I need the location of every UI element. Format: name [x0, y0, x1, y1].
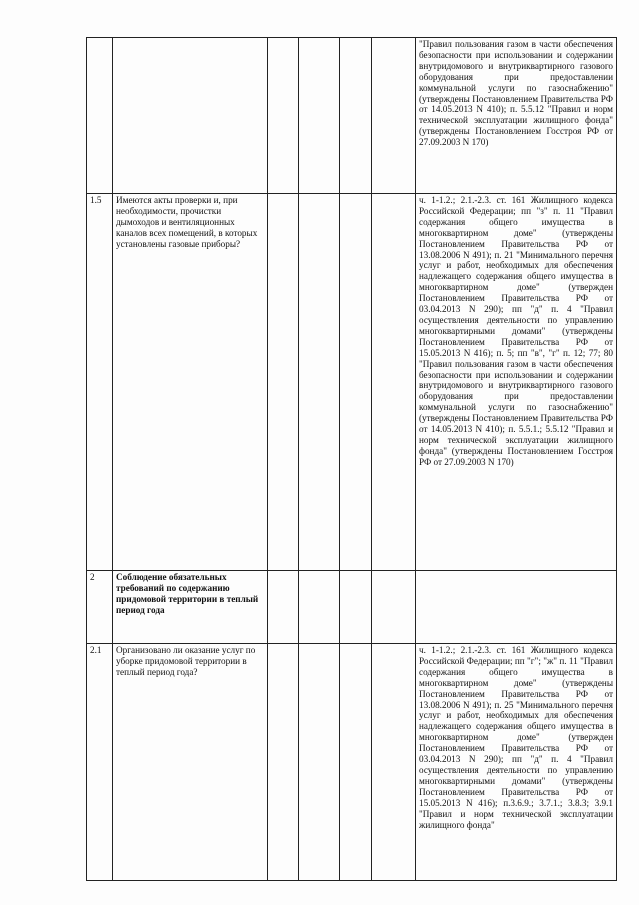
answer-yes-cell — [268, 194, 299, 571]
answer-no-cell — [299, 38, 340, 194]
legal-reference-cell: "Правил пользования газом в части обеспечения безопасности при использовании и содержании внутридомового и внутриквартирного газового оборудования при предоставлении коммунальной услуги по газоснабжению" (утверждены Постановлением Правительства РФ от 14.05.2013 N 410); п. 5.5.12 "Правил и норм технической эксплуатации жилищного фонда" (утверждены Постановлением Госстроя РФ от 27.09.2003 N 170) — [416, 38, 617, 194]
table-row — [87, 571, 617, 644]
question-cell: Организовано ли оказание услуг по уборке придомовой территории в теплый период года? — [113, 644, 268, 881]
table-row — [87, 194, 617, 571]
item-number-cell: 2.1 — [87, 644, 113, 881]
table-row — [87, 644, 617, 881]
legal-reference-cell: ч. 1-1.2.; 2.1.-2.3. ст. 161 Жилищного кодекса Российской Федерации; пп "г"; "ж" п. 11 "Правил содержания общего имущества в многоквартирном доме" (утверждены Постановлением Правительства РФ от 13.08.2006 N 491); п. 25 "Минимального перечня услуг и работ, необходимых для обеспечения надлежащего содержания общего имущества в многоквартирном доме" (утвержден Постановлением Правительства РФ от 03.04.2013 N 290); пп "д" п. 4 "Правил осуществления деятельности по управлению многоквартирными домами" (утверждены Постановлением Правительства РФ от 15.05.2013 N 416); п.3.6.9.; 3.7.1.; 3.8.3; 3.9.1 "Правил и норм технической эксплуатации жилищного фонда" — [416, 644, 617, 881]
answer-yes-cell — [268, 644, 299, 881]
answer-na-cell — [340, 571, 372, 644]
checklist-table — [86, 37, 617, 881]
legal-reference-cell: ч. 1-1.2.; 2.1.-2.3. ст. 161 Жилищного кодекса Российской Федерации; пп "з" п. 11 "Правил содержания общего имущества в многоквартирном доме" (утверждены Постановлением Правительства РФ от 13.08.2006 N 491); п. 21 "Минимального перечня услуг и работ, необходимых для обеспечения надлежащего содержания общего имущества в многоквартирном доме" (утвержден Постановлением Правительства РФ от 03.04.2013 N 290); пп "д" п. 4 "Правил осуществления деятельности по управлению многоквартирными домами" (утверждены Постановлением Правительства РФ от 15.05.2013 N 416); п. 5; пп "в", "г" п. 12; 77; 80 "Правил пользования газом в части обеспечения безопасности при использовании и содержании внутридомового и внутриквартирного газового оборудования при предоставлении коммунальной услуги по газоснабжению" (утверждены Постановлением Правительства РФ от 14.05.2013 N 410); п. 5.5.1.; 5.5.12 "Правил и норм технической эксплуатации жилищного фонда" (утверждены Постановлением Госстроя РФ от 27.09.2003 N 170) — [416, 194, 617, 571]
answer-yes-cell — [268, 571, 299, 644]
table-row — [87, 38, 617, 194]
answer-yes-cell — [268, 38, 299, 194]
question-cell — [113, 38, 268, 194]
answer-na-cell — [340, 644, 372, 881]
answer-no-cell — [299, 571, 340, 644]
note-cell — [372, 194, 416, 571]
note-cell — [372, 571, 416, 644]
note-cell — [372, 644, 416, 881]
answer-na-cell — [340, 194, 372, 571]
answer-na-cell — [340, 38, 372, 194]
question-cell: Имеются акты проверки и, при необходимости, прочистки дымоходов и вентиляционных каналов всех помещений, в которых установлены газовые приборы? — [113, 194, 268, 571]
section-number-cell: 2 — [87, 571, 113, 644]
note-cell — [372, 38, 416, 194]
legal-reference-cell — [416, 571, 617, 644]
item-number-cell — [87, 38, 113, 194]
answer-no-cell — [299, 194, 340, 571]
item-number-cell: 1.5 — [87, 194, 113, 571]
answer-no-cell — [299, 644, 340, 881]
section-title-cell: Соблюдение обязательных требований по содержанию придомовой территории в теплый период года — [113, 571, 268, 644]
